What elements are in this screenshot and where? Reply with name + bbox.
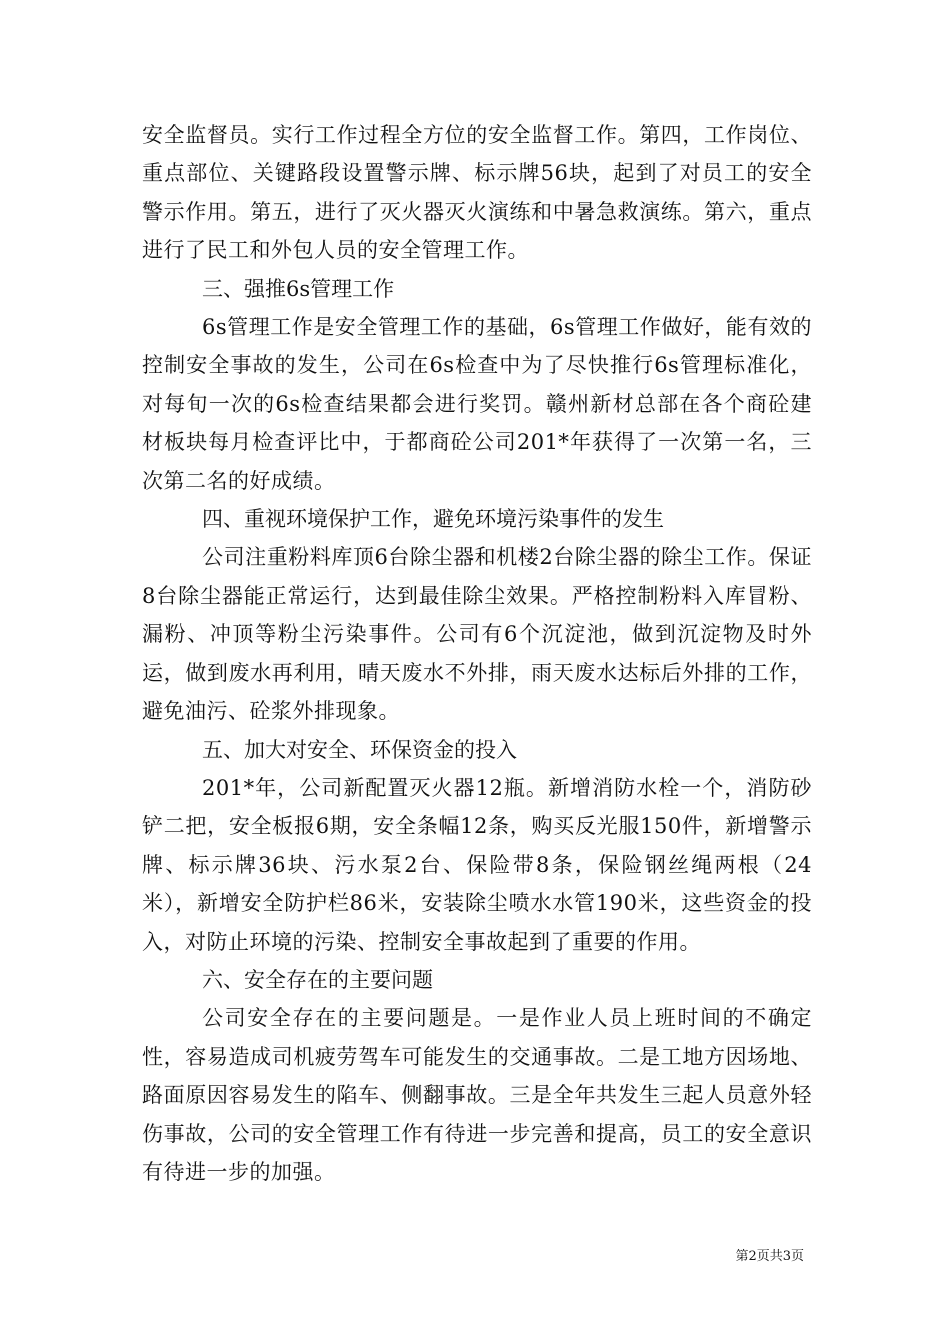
heading-safety-investment: 五、加大对安全、环保资金的投入 [202,737,517,762]
paragraph-environmental-protection: 公司注重粉料库顶6台除尘器和机楼2台除尘器的除尘工作。保证8台除尘器能正常运行，达到最佳除尘效果。严格控制粉料入库冒粉、漏粉、冲顶等粉尘污染事件。公司有6个沉淀池，做到沉淀物及时外运，做到废水再利用，晴天废水不外排，雨天废水达标后外排的工作，避免油污、砼浆外排现象。 [142,545,812,724]
paragraph-6s-management: 6s管理工作是安全管理工作的基础，6s管理工作做好，能有效的控制安全事故的发生，公司在6s检查中为了尽快推行6s管理标准化，对每旬一次的6s检查结果都会进行奖罚。赣州新材总部在各个商砼建材板块每月检查评比中，于都商砼公司201*年获得了一次第一名，三次第二名的好成绩。 [142,315,812,493]
page-number-footer: 第2页共3页 [735,1249,804,1264]
heading-main-problems: 六、安全存在的主要问题 [202,967,433,992]
heading-6s-management: 三、强推6s管理工作 [202,276,395,301]
paragraph-main-problems: 公司安全存在的主要问题是。一是作业人员上班时间的不确定性，容易造成司机疲劳驾车可能发生的交通事故。二是工地方因场地、路面原因容易发生的陷车、侧翻事故。三是全年共发生三起人员意外轻伤事故，公司的安全管理工作有待进一步完善和提高，员工的安全意识有待进一步的加强。 [142,1006,812,1184]
paragraph-safety-supervision: 安全监督员。实行工作过程全方位的安全监督工作。第四，工作岗位、重点部位、关键路段设置警示牌、标示牌56块，起到了对员工的安全警示作用。第五，进行了灭火器灭火演练和中暑急救演练。第六，重点进行了民工和外包人员的安全管理工作。 [142,123,812,263]
heading-environmental-protection: 四、重视环境保护工作，避免环境污染事件的发生 [202,507,664,532]
paragraph-safety-investment: 201*年，公司新配置灭火器12瓶。新增消防水栓一个，消防砂铲二把，安全板报6期，安全条幅12条，购买反光服150件，新增警示牌、标示牌36块、污水泵2台、保险带8条，保险钢丝绳两根（24米），新增安全防护栏86米，安装除尘喷水水管190米，这些资金的投入，对防止环境的污染、控制安全事故起到了重要的作用。 [142,775,812,954]
document-body [142,116,812,1191]
